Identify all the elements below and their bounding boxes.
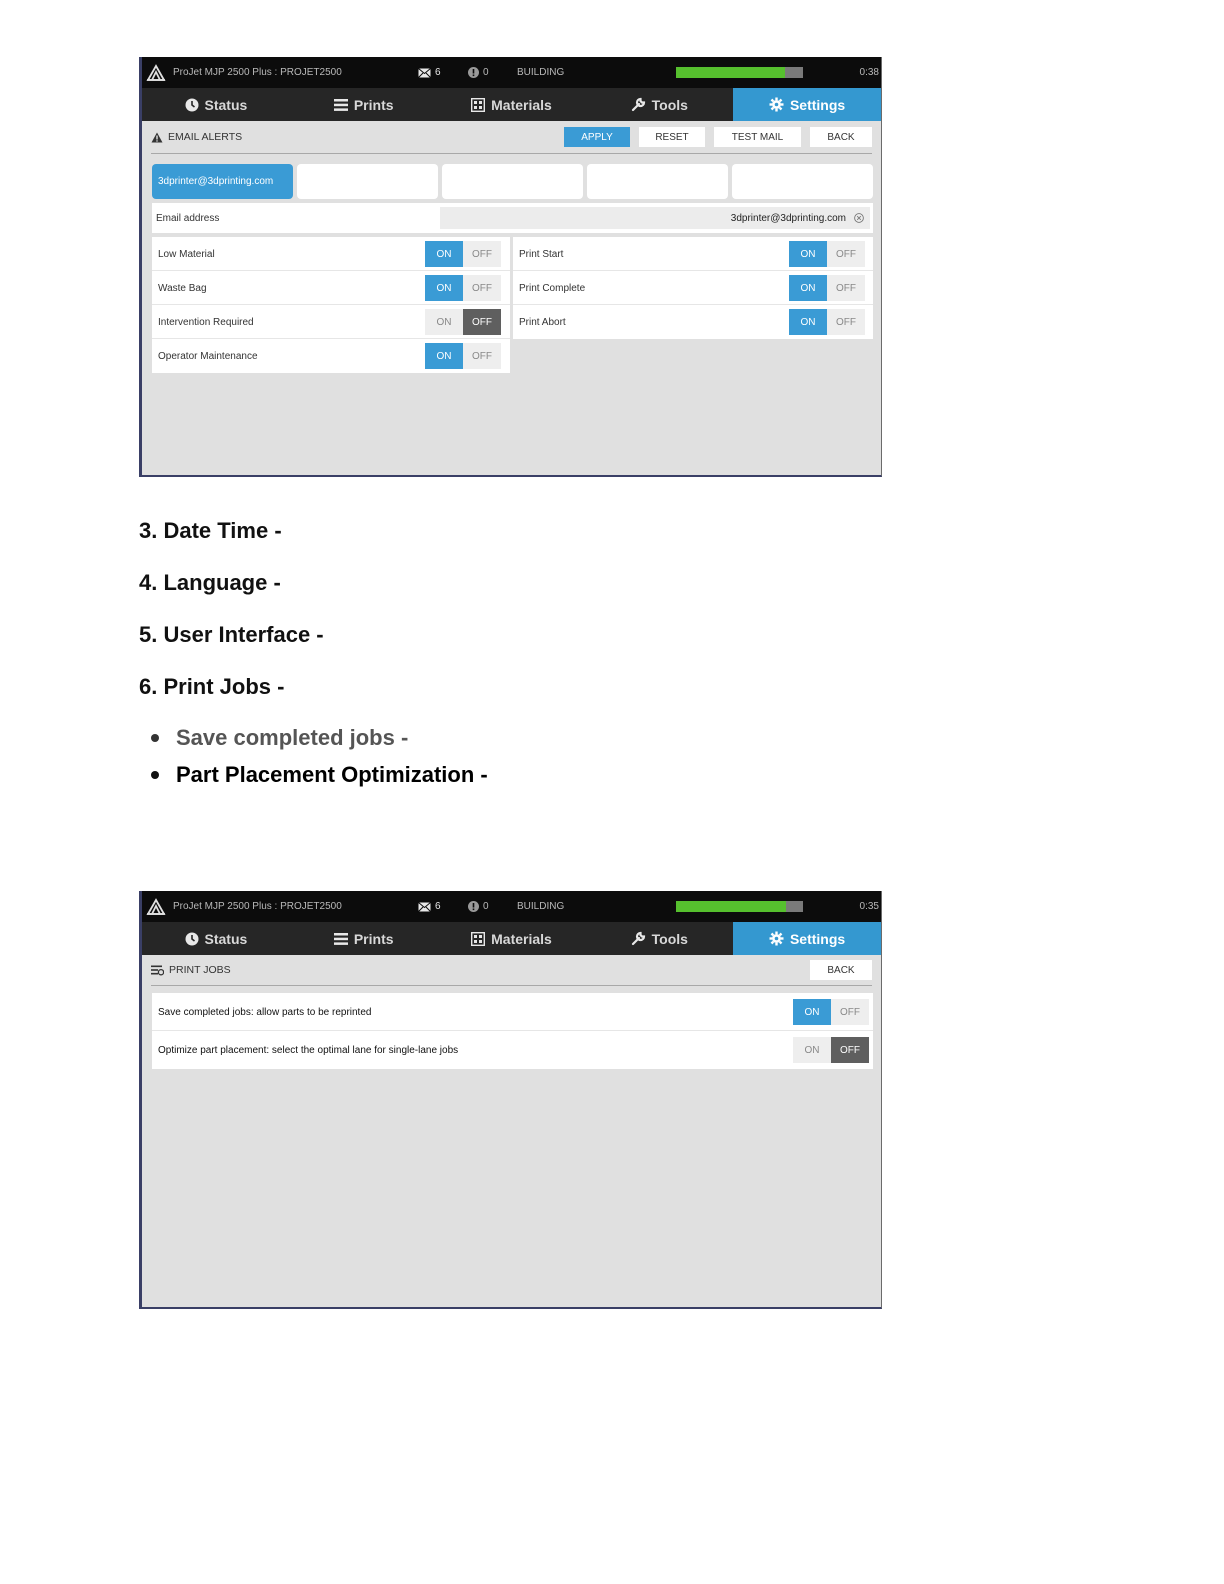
main-nav bbox=[142, 922, 881, 955]
printer-title: ProJet MJP 2500 Plus : PROJET2500 bbox=[173, 67, 342, 78]
warning-icon bbox=[151, 132, 163, 143]
tab-settings[interactable] bbox=[733, 88, 881, 121]
tab-settings-label: Settings bbox=[789, 930, 846, 947]
email-alerts-header bbox=[151, 121, 872, 154]
materials-icon bbox=[471, 98, 485, 112]
tab-materials-label: Materials bbox=[491, 930, 552, 947]
tab-status[interactable] bbox=[142, 88, 290, 121]
print-complete-toggle[interactable] bbox=[789, 275, 865, 301]
toggle-off[interactable]: OFF bbox=[463, 343, 501, 369]
toggle-on[interactable]: ON bbox=[425, 343, 463, 369]
printer-title: ProJet MJP 2500 Plus : PROJET2500 bbox=[173, 901, 342, 912]
section-title: PRINT JOBS bbox=[169, 964, 231, 976]
toggle-on[interactable]: ON bbox=[793, 999, 831, 1025]
toggle-label: Low Material bbox=[158, 248, 215, 260]
bullet-icon bbox=[151, 771, 159, 779]
toggle-row bbox=[152, 1031, 873, 1069]
toggle-on[interactable]: ON bbox=[793, 1037, 831, 1063]
toggle-row bbox=[152, 305, 510, 339]
email-address-row bbox=[152, 203, 873, 233]
email-tab-4[interactable] bbox=[587, 164, 728, 199]
alert-icon bbox=[468, 67, 479, 78]
mail-count: 6 bbox=[435, 67, 441, 78]
toggle-row bbox=[513, 271, 873, 305]
list-item-text: Save completed jobs - bbox=[176, 725, 409, 750]
email-tab-3[interactable] bbox=[442, 164, 583, 199]
toggle-label: Waste Bag bbox=[158, 282, 207, 294]
mail-icon bbox=[418, 68, 431, 78]
alerts-right-panel bbox=[513, 237, 873, 339]
mail-indicator[interactable] bbox=[418, 57, 441, 88]
3d-systems-logo-icon bbox=[146, 891, 166, 922]
toggle-label: Optimize part placement: select the optimal lane for single-lane jobs bbox=[158, 1044, 459, 1056]
apply-button[interactable]: APPLY bbox=[564, 127, 630, 147]
materials-icon bbox=[471, 932, 485, 946]
print-jobs-screenshot bbox=[139, 891, 882, 1309]
build-time: 0:35 bbox=[859, 901, 879, 912]
email-address-value: 3dprinter@3dprinting.com bbox=[730, 212, 846, 224]
3d-systems-logo-icon bbox=[146, 57, 166, 88]
tab-tools[interactable] bbox=[585, 88, 733, 121]
toggle-on[interactable]: ON bbox=[425, 241, 463, 267]
gear-icon bbox=[769, 97, 784, 112]
tab-status-label: Status bbox=[204, 930, 248, 947]
list-item bbox=[151, 762, 488, 788]
toggle-row bbox=[152, 339, 510, 373]
clock-icon bbox=[185, 98, 199, 112]
tab-materials-label: Materials bbox=[491, 96, 552, 113]
progress-fill bbox=[676, 901, 786, 912]
tab-prints[interactable] bbox=[290, 922, 438, 955]
heading-language: 4. Language - bbox=[139, 570, 281, 595]
list-icon bbox=[334, 99, 348, 111]
heading-user-interface: 5. User Interface - bbox=[139, 622, 324, 647]
intervention-required-toggle[interactable] bbox=[425, 309, 501, 335]
low-material-toggle[interactable] bbox=[425, 241, 501, 267]
tab-tools-label: Tools bbox=[651, 930, 688, 947]
toggle-label: Print Start bbox=[519, 248, 564, 260]
toggle-off[interactable]: OFF bbox=[827, 309, 865, 335]
back-button[interactable]: BACK bbox=[810, 127, 872, 147]
toggle-label: Print Complete bbox=[519, 282, 586, 294]
toggle-row bbox=[513, 305, 873, 339]
toggle-row bbox=[152, 237, 510, 271]
print-abort-toggle[interactable] bbox=[789, 309, 865, 335]
tab-materials[interactable] bbox=[438, 88, 586, 121]
tab-materials[interactable] bbox=[438, 922, 586, 955]
machine-status: BUILDING bbox=[517, 67, 565, 78]
toggle-on[interactable]: ON bbox=[789, 275, 827, 301]
email-account-tabs bbox=[152, 164, 873, 199]
waste-bag-toggle[interactable] bbox=[425, 275, 501, 301]
bullet-icon bbox=[151, 734, 159, 742]
back-button[interactable]: BACK bbox=[810, 960, 872, 980]
alert-indicator[interactable] bbox=[468, 891, 489, 922]
mail-icon bbox=[418, 902, 431, 912]
toggle-off[interactable]: OFF bbox=[831, 1037, 869, 1063]
toggle-off[interactable]: OFF bbox=[831, 999, 869, 1025]
build-time: 0:38 bbox=[859, 67, 879, 78]
machine-status: BUILDING bbox=[517, 901, 565, 912]
toggle-off[interactable]: OFF bbox=[827, 275, 865, 301]
toggle-label: Print Abort bbox=[519, 316, 566, 328]
toggle-on[interactable]: ON bbox=[789, 309, 827, 335]
heading-print-jobs: 6. Print Jobs - bbox=[139, 674, 285, 699]
alert-icon bbox=[468, 901, 479, 912]
reset-button[interactable]: RESET bbox=[639, 127, 705, 147]
alert-indicator[interactable] bbox=[468, 57, 489, 88]
toggle-row bbox=[152, 271, 510, 305]
tab-tools[interactable] bbox=[585, 922, 733, 955]
tab-prints-label: Prints bbox=[353, 930, 394, 947]
alert-count: 0 bbox=[483, 901, 489, 912]
optimize-part-placement-toggle[interactable] bbox=[793, 1037, 869, 1063]
build-progress-bar bbox=[676, 891, 803, 922]
toggle-off[interactable]: OFF bbox=[463, 241, 501, 267]
tab-settings-label: Settings bbox=[789, 96, 846, 113]
main-nav bbox=[142, 88, 881, 121]
list-item bbox=[151, 725, 408, 751]
toggle-off[interactable]: OFF bbox=[463, 275, 501, 301]
test-mail-button[interactable]: TEST MAIL bbox=[714, 127, 801, 147]
toggle-off[interactable]: OFF bbox=[827, 241, 865, 267]
clear-icon[interactable] bbox=[854, 213, 864, 223]
progress-fill bbox=[676, 67, 785, 78]
email-address-label: Email address bbox=[156, 212, 220, 224]
toggle-on[interactable]: ON bbox=[425, 309, 463, 335]
heading-date-time: 3. Date Time - bbox=[139, 518, 282, 543]
email-tab-2[interactable] bbox=[297, 164, 438, 199]
print-jobs-header bbox=[151, 955, 872, 986]
save-completed-jobs-toggle[interactable] bbox=[793, 999, 869, 1025]
tab-tools-label: Tools bbox=[651, 96, 688, 113]
tab-prints-label: Prints bbox=[353, 96, 394, 113]
wrench-icon bbox=[631, 97, 646, 112]
print-jobs-panel bbox=[152, 993, 873, 1069]
mail-count: 6 bbox=[435, 901, 441, 912]
toggle-row bbox=[152, 993, 873, 1031]
list-item-text: Part Placement Optimization - bbox=[176, 762, 488, 787]
email-address-field[interactable] bbox=[440, 207, 870, 229]
toggle-label: Operator Maintenance bbox=[158, 350, 258, 362]
list-icon bbox=[334, 933, 348, 945]
toggle-off[interactable]: OFF bbox=[463, 309, 501, 335]
toggle-label: Intervention Required bbox=[158, 316, 254, 328]
operator-maintenance-toggle[interactable] bbox=[425, 343, 501, 369]
email-tab-5[interactable] bbox=[732, 164, 873, 199]
clock-icon bbox=[185, 932, 199, 946]
tab-status-label: Status bbox=[204, 96, 248, 113]
tab-settings[interactable] bbox=[733, 922, 881, 955]
alerts-left-panel bbox=[152, 237, 510, 373]
toggle-row bbox=[513, 237, 873, 271]
tab-status[interactable] bbox=[142, 922, 290, 955]
toggle-on[interactable]: ON bbox=[789, 241, 827, 267]
top-status-bar bbox=[142, 891, 881, 922]
alert-count: 0 bbox=[483, 67, 489, 78]
toggle-on[interactable]: ON bbox=[425, 275, 463, 301]
wrench-icon bbox=[631, 931, 646, 946]
top-status-bar bbox=[142, 57, 881, 88]
build-progress-bar bbox=[676, 57, 803, 88]
print-start-toggle[interactable] bbox=[789, 241, 865, 267]
email-alerts-screenshot bbox=[139, 57, 882, 477]
tab-prints[interactable] bbox=[290, 88, 438, 121]
mail-indicator[interactable] bbox=[418, 891, 441, 922]
gear-icon bbox=[769, 931, 784, 946]
section-title: EMAIL ALERTS bbox=[168, 131, 243, 143]
toggle-label: Save completed jobs: allow parts to be reprinted bbox=[158, 1006, 372, 1018]
print-jobs-icon bbox=[151, 965, 164, 976]
email-tab-1[interactable]: 3dprinter@3dprinting.com bbox=[152, 164, 293, 199]
